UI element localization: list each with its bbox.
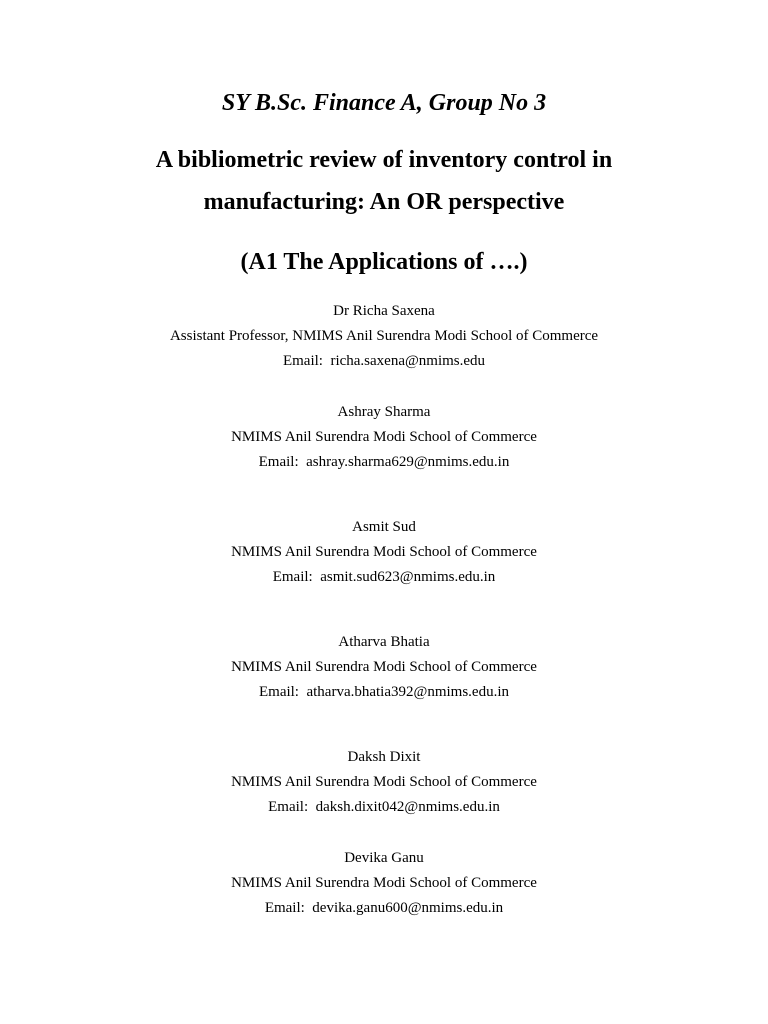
author-block bbox=[0, 299, 768, 374]
paper-subtitle: (A1 The Applications of ….) bbox=[240, 249, 528, 275]
author-block bbox=[0, 846, 768, 921]
author-name: Ashray Sharma bbox=[337, 404, 431, 420]
author-affiliation: NMIMS Anil Surendra Modi School of Commerce bbox=[231, 774, 537, 790]
author-name: Dr Richa Saxena bbox=[333, 303, 435, 319]
author-affiliation: Assistant Professor, NMIMS Anil Surendra Modi School of Commerce bbox=[169, 328, 599, 344]
author-affiliation: NMIMS Anil Surendra Modi School of Commerce bbox=[231, 659, 537, 675]
author-email: Email: richa.saxena@nmims.edu bbox=[282, 353, 486, 369]
author-affiliation: NMIMS Anil Surendra Modi School of Commerce bbox=[231, 875, 537, 891]
author-email: Email: atharva.bhatia392@nmims.edu.in bbox=[258, 684, 509, 700]
author-email: Email: daksh.dixit042@nmims.edu.in bbox=[268, 799, 500, 815]
author-email: Email: devika.ganu600@nmims.edu.in bbox=[264, 900, 504, 916]
author-block bbox=[0, 630, 768, 705]
author-affiliation: NMIMS Anil Surendra Modi School of Commerce bbox=[231, 429, 537, 445]
author-block bbox=[0, 745, 768, 820]
author-block bbox=[0, 515, 768, 590]
author-name: Daksh Dixit bbox=[347, 749, 421, 765]
author-name: Devika Ganu bbox=[344, 850, 424, 866]
author-name: Asmit Sud bbox=[352, 519, 416, 535]
author-email: Email: ashray.sharma629@nmims.edu.in bbox=[258, 454, 510, 470]
author-email: Email: asmit.sud623@nmims.edu.in bbox=[272, 569, 496, 585]
author-affiliation: NMIMS Anil Surendra Modi School of Commerce bbox=[231, 544, 537, 560]
author-block bbox=[0, 400, 768, 475]
course-group-heading: SY B.Sc. Finance A, Group No 3 bbox=[221, 90, 547, 116]
author-name: Atharva Bhatia bbox=[338, 634, 430, 650]
paper-title-line-2: manufacturing: An OR perspective bbox=[203, 189, 565, 215]
paper-title-line-1: A bibliometric review of inventory control in bbox=[155, 147, 613, 173]
